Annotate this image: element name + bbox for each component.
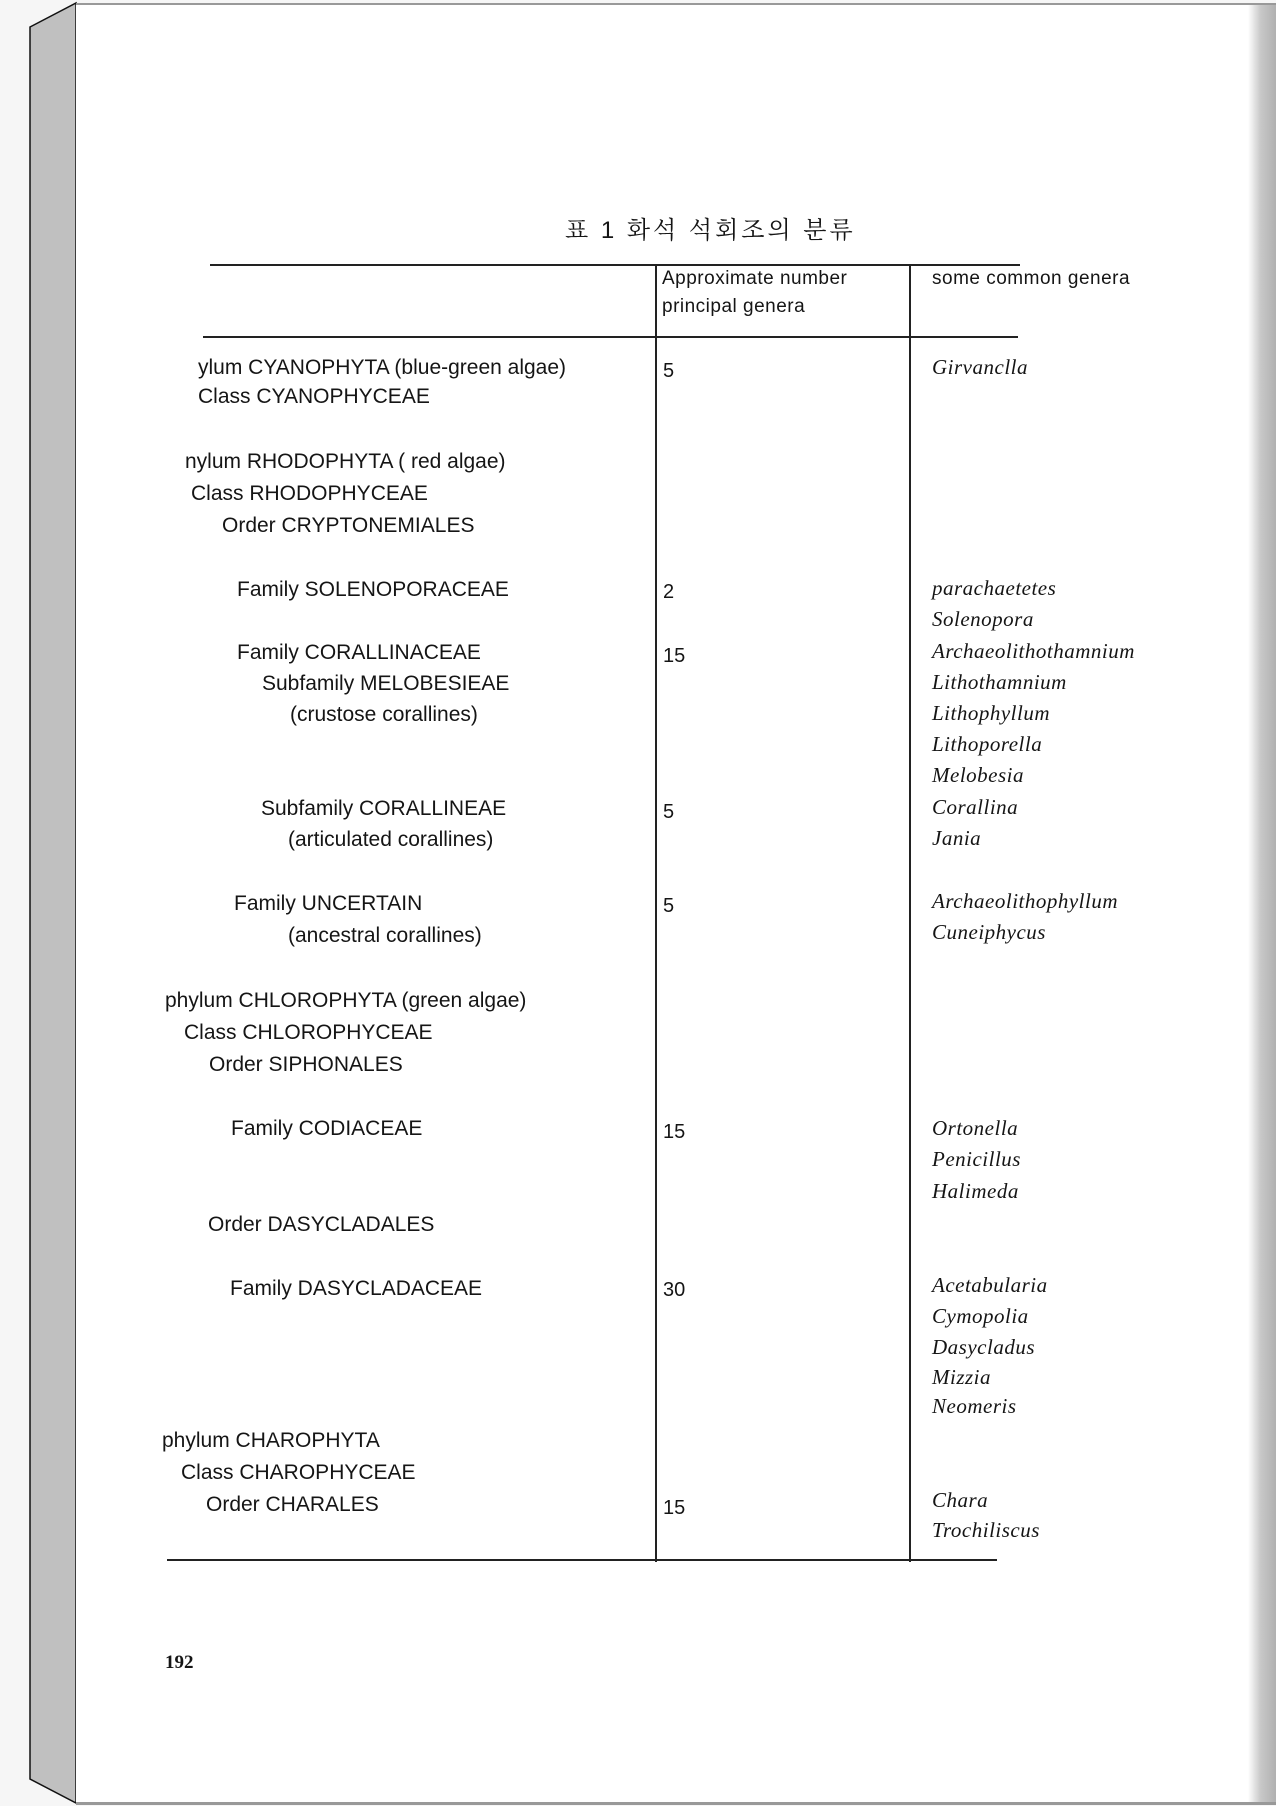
taxon-label: (articulated corallines) — [288, 828, 494, 851]
genera-count: 30 — [663, 1279, 686, 1301]
taxon-label: Class CHAROPHYCEAE — [181, 1461, 416, 1484]
taxon-label: Class CYANOPHYCEAE — [198, 385, 430, 408]
genera-count: 5 — [663, 895, 675, 917]
genus-name: Lithophyllum — [932, 701, 1051, 725]
genera-count: 5 — [663, 360, 675, 382]
genus-name: Jania — [932, 826, 982, 850]
taxon-label: Family CODIACEAE — [231, 1117, 423, 1140]
genera-count: 5 — [663, 801, 675, 823]
genus-name: Solenopora — [932, 607, 1034, 631]
column-divider-1 — [655, 264, 657, 1562]
genus-name: Chara — [932, 1488, 989, 1512]
genera-count: 15 — [663, 1121, 686, 1143]
genus-name: Archaeolithophyllum — [932, 889, 1119, 913]
header-approx-number — [662, 265, 847, 321]
genus-name: Lithothamnium — [932, 670, 1067, 694]
taxon-label: Subfamily MELOBESIEAE — [262, 672, 510, 695]
genus-name: Corallina — [932, 795, 1019, 819]
column-divider-2 — [909, 264, 911, 1562]
genus-name: Ortonella — [932, 1116, 1019, 1140]
taxon-label: Family UNCERTAIN — [234, 892, 423, 915]
header-line-1: Approximate number — [662, 268, 848, 289]
header-bottom-rule — [203, 336, 1018, 338]
taxon-label: Order CRYPTONEMIALES — [222, 514, 475, 537]
taxon-label: phylum CHLOROPHYTA (green algae) — [165, 989, 527, 1012]
taxon-label: Subfamily CORALLINEAE — [261, 797, 507, 820]
taxon-label: Class RHODOPHYCEAE — [191, 482, 428, 505]
taxon-label: Family SOLENOPORACEAE — [237, 578, 509, 601]
genus-name: Lithoporella — [932, 732, 1043, 756]
taxon-label: Family DASYCLADACEAE — [230, 1277, 483, 1300]
taxon-label: nylum RHODOPHYTA ( red algae) — [185, 450, 506, 473]
header-line-2: principal genera — [662, 296, 806, 317]
genus-name: Penicillus — [932, 1147, 1021, 1171]
taxon-label: Order CHARALES — [206, 1493, 379, 1516]
taxon-label: phylum CHAROPHYTA — [162, 1429, 380, 1452]
genus-name: Melobesia — [932, 763, 1024, 787]
genus-name: Dasycladus — [932, 1335, 1035, 1359]
genus-name: Acetabularia — [932, 1273, 1048, 1297]
page-edge-shadow — [1248, 5, 1276, 1802]
genus-name: Halimeda — [932, 1179, 1019, 1203]
taxon-label: Order SIPHONALES — [209, 1053, 403, 1076]
table-top-rule — [210, 264, 1020, 266]
genus-name: Mizzia — [932, 1365, 992, 1389]
genus-name: Cymopolia — [932, 1304, 1029, 1328]
book-spine — [0, 0, 80, 1806]
header-common-genera: some common genera — [932, 268, 1131, 289]
genus-name: Cuneiphycus — [932, 920, 1046, 944]
genera-count: 2 — [663, 581, 675, 603]
page-number: 192 — [165, 1652, 194, 1673]
genus-name: Trochiliscus — [932, 1518, 1040, 1542]
genera-count: 15 — [663, 1497, 686, 1519]
taxon-label: (crustose corallines) — [290, 703, 478, 726]
taxon-label: Class CHLOROPHYCEAE — [184, 1021, 433, 1044]
table-title: 표 1 화석 석회조의 분류 — [565, 217, 856, 244]
genus-name: Archaeolithothamnium — [932, 639, 1135, 663]
genera-count: 15 — [663, 645, 686, 667]
taxon-label: Order DASYCLADALES — [208, 1213, 435, 1236]
genus-name: Neomeris — [932, 1394, 1017, 1418]
genus-name: parachaetetes — [932, 576, 1057, 600]
taxon-label: Family CORALLINACEAE — [237, 641, 481, 664]
taxon-label: (ancestral corallines) — [288, 924, 482, 947]
table-bottom-rule — [167, 1559, 997, 1561]
genus-name: Girvanclla — [932, 355, 1028, 379]
taxon-label: ylum CYANOPHYTA (blue-green algae) — [198, 356, 567, 379]
